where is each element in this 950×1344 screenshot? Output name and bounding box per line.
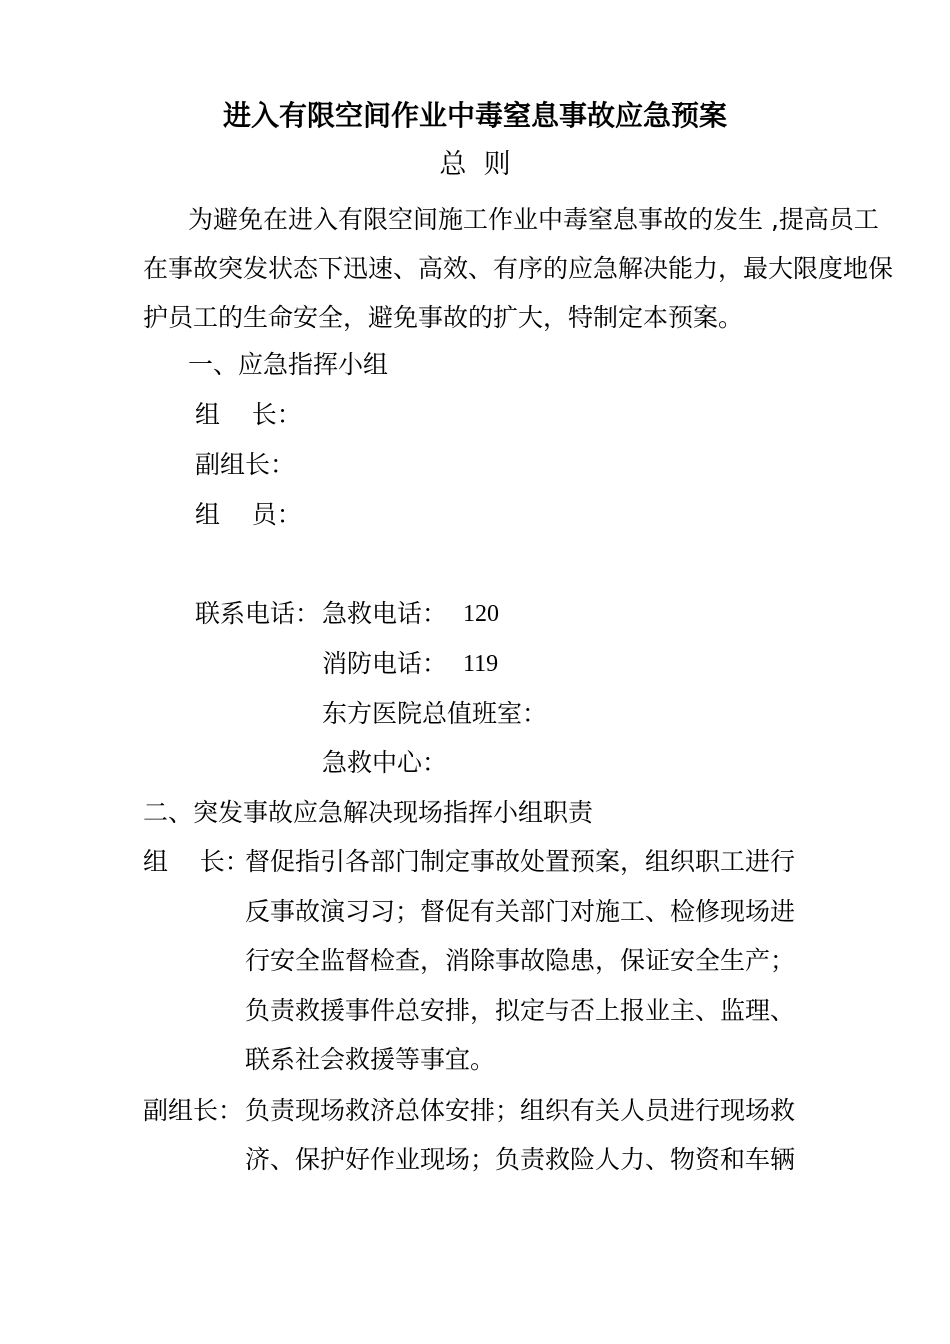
duty-deputy-line-1: 负责现场救济总体安排；组织有关人员进行现场救	[245, 1096, 796, 1125]
document-title: 进入有限空间作业中毒窒息事故应急预案	[222, 99, 727, 132]
leader-label: 组 长：	[195, 400, 302, 429]
duty-leader-label: 组 长：	[143, 847, 250, 876]
first-aid-number: 120	[463, 601, 499, 627]
duty-leader-line-5: 联系社会救援等事宜。	[245, 1045, 496, 1074]
intro-line-3: 护员工的生命安全，避免事故的扩大，特制定本预案。	[143, 303, 744, 332]
section-subtitle: 总 则	[439, 149, 511, 180]
duty-leader-line-2: 反事故演习习；督促有关部门对施工、检修现场进	[245, 897, 796, 926]
deputy-label: 副组长：	[195, 450, 296, 479]
duty-leader-line-1: 督促指引各部门制定事故处置预案，组织职工进行	[245, 847, 796, 876]
fire-label: 消防电话：	[322, 649, 448, 678]
duty-deputy-line-2: 济、保护好作业现场；负责救险人力、物资和车辆	[245, 1145, 796, 1174]
duty-leader-line-4: 负责救援事件总安排，拟定与否上报业主、监理、	[245, 996, 796, 1025]
section1-heading: 一、应急指挥小组	[188, 350, 389, 379]
members-label: 组 员：	[195, 500, 302, 529]
duty-leader-line-3: 行安全监督检查，消除事故隐患，保证安全生产；	[245, 946, 796, 975]
section2-heading: 二、突发事故应急解决现场指挥小组职责	[143, 798, 594, 827]
fire-number: 119	[463, 651, 499, 677]
center-label: 急救中心：	[322, 748, 448, 777]
duty-deputy-label: 副组长：	[143, 1096, 244, 1125]
intro-line-1: 为避免在进入有限空间施工作业中毒窒息事故的发生 ,提高员工	[188, 205, 879, 234]
intro-line-2: 在事故突发状态下迅速、高效、有序的应急解决能力，最大限度地保	[143, 254, 894, 283]
contacts-label: 联系电话：	[195, 599, 321, 628]
first-aid-label: 急救电话：	[322, 599, 448, 628]
hospital-label: 东方医院总值班室：	[322, 699, 548, 728]
